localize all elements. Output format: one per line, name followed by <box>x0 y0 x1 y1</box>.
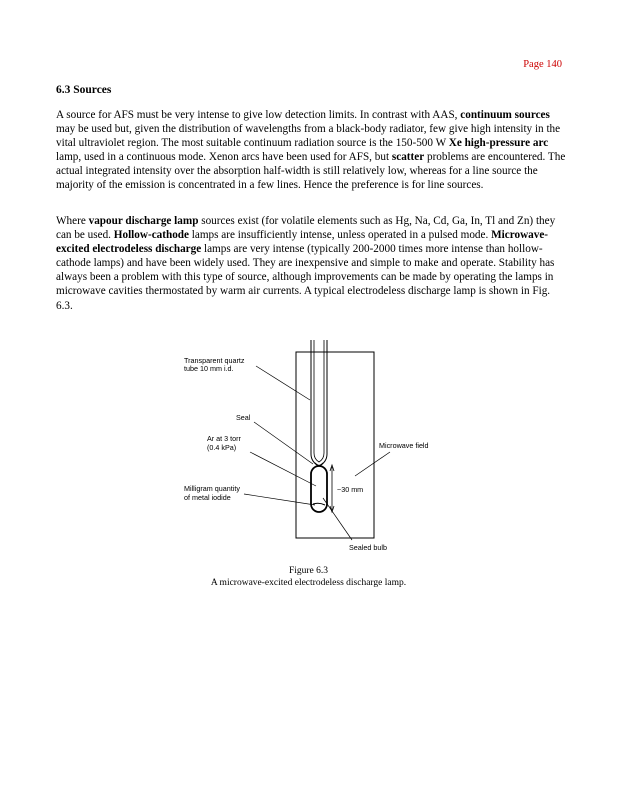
term-vapour-discharge-lamp: vapour discharge lamp <box>88 215 199 227</box>
term-electrodeless-discharge: Microwave-excited electrodeless discharge <box>56 229 549 256</box>
text-run: problems are encountered. The actual integrated intensity over the absorption half-width is still relatively low, whereas for a line source the majority of the emission is concentrated in a few lines. Hence the preference is for line sources. <box>56 151 566 192</box>
paragraph-line-sources <box>56 214 566 313</box>
figure-6-3 <box>150 340 470 562</box>
label-metal-line1: Milligram quantity <box>184 484 240 493</box>
leader-seal <box>254 422 313 464</box>
leader-metal <box>244 494 315 505</box>
label-argon-line2: (0.4 kPa) <box>207 443 237 452</box>
figure-caption-text: A microwave-excited electrodeless discharge lamp. <box>210 578 407 588</box>
term-scatter: scatter <box>391 151 425 164</box>
page-number: Page 140 <box>523 59 562 70</box>
label-bulb: Sealed bulb <box>349 543 387 552</box>
text-run: sources exist (for volatile elements such as Hg, Na, Cd, Ga, In, Tl and Zn) they can be used. <box>56 215 556 242</box>
text-run: Where <box>56 215 89 227</box>
text-run: may be used but, given the distribution of wavelengths from a black-body radiator, few give high intensity in the vital ultraviolet region. The most suitable continuum radiation source is the 150-500 W <box>56 123 561 150</box>
leader-quartz <box>256 366 310 400</box>
leader-microwave <box>355 452 390 476</box>
section-heading: 6.3 Sources <box>56 84 112 96</box>
label-metal-line2: of metal iodide <box>184 493 231 502</box>
label-quartz-line2: tube 10 mm i.d. <box>184 364 234 373</box>
microwave-cavity <box>296 352 374 538</box>
quartz-tube-inner <box>314 340 324 462</box>
label-microwave: Microwave field <box>379 441 429 450</box>
text-run: lamp, used in a continuous mode. Xenon arcs have been used for AFS, but <box>56 151 392 164</box>
text-run: A source for AFS must be very intense to give low detection limits. In contrast with AAS, <box>56 109 461 121</box>
label-quartz-line1: Transparent quartz <box>184 356 245 365</box>
quartz-tube-outer <box>311 340 327 466</box>
leader-bulb <box>323 498 352 540</box>
term-xe-arc: Xe high-pressure arc <box>448 137 549 150</box>
text-run: lamps are insufficiently intense, unless operated in a pulsed mode. <box>188 229 492 242</box>
term-continuum-sources: continuum sources <box>460 109 550 121</box>
text-run: lamps are very intense (typically 200-2000 times more intense than hollow-cathode lamps) and have been widely used. They are inexpensive and simple to make and operate. Stability has always been a problem with this type of source, although improvements can be made by operating the lamps in microwave cavities thermostated by warm air currents. A typical electrodeless discharge lamp is shown in Fig. 6.3. <box>56 243 555 312</box>
label-seal: Seal <box>236 413 251 422</box>
leader-argon <box>250 452 316 486</box>
paragraph-continuum-sources <box>56 108 566 193</box>
term-hollow-cathode: Hollow-cathode <box>113 229 189 242</box>
lamp-diagram <box>150 340 470 562</box>
figure-caption-number: Figure 6.3 <box>288 566 329 576</box>
label-length: ~30 mm <box>337 485 364 494</box>
label-argon-line1: Ar at 3 torr <box>207 434 241 443</box>
